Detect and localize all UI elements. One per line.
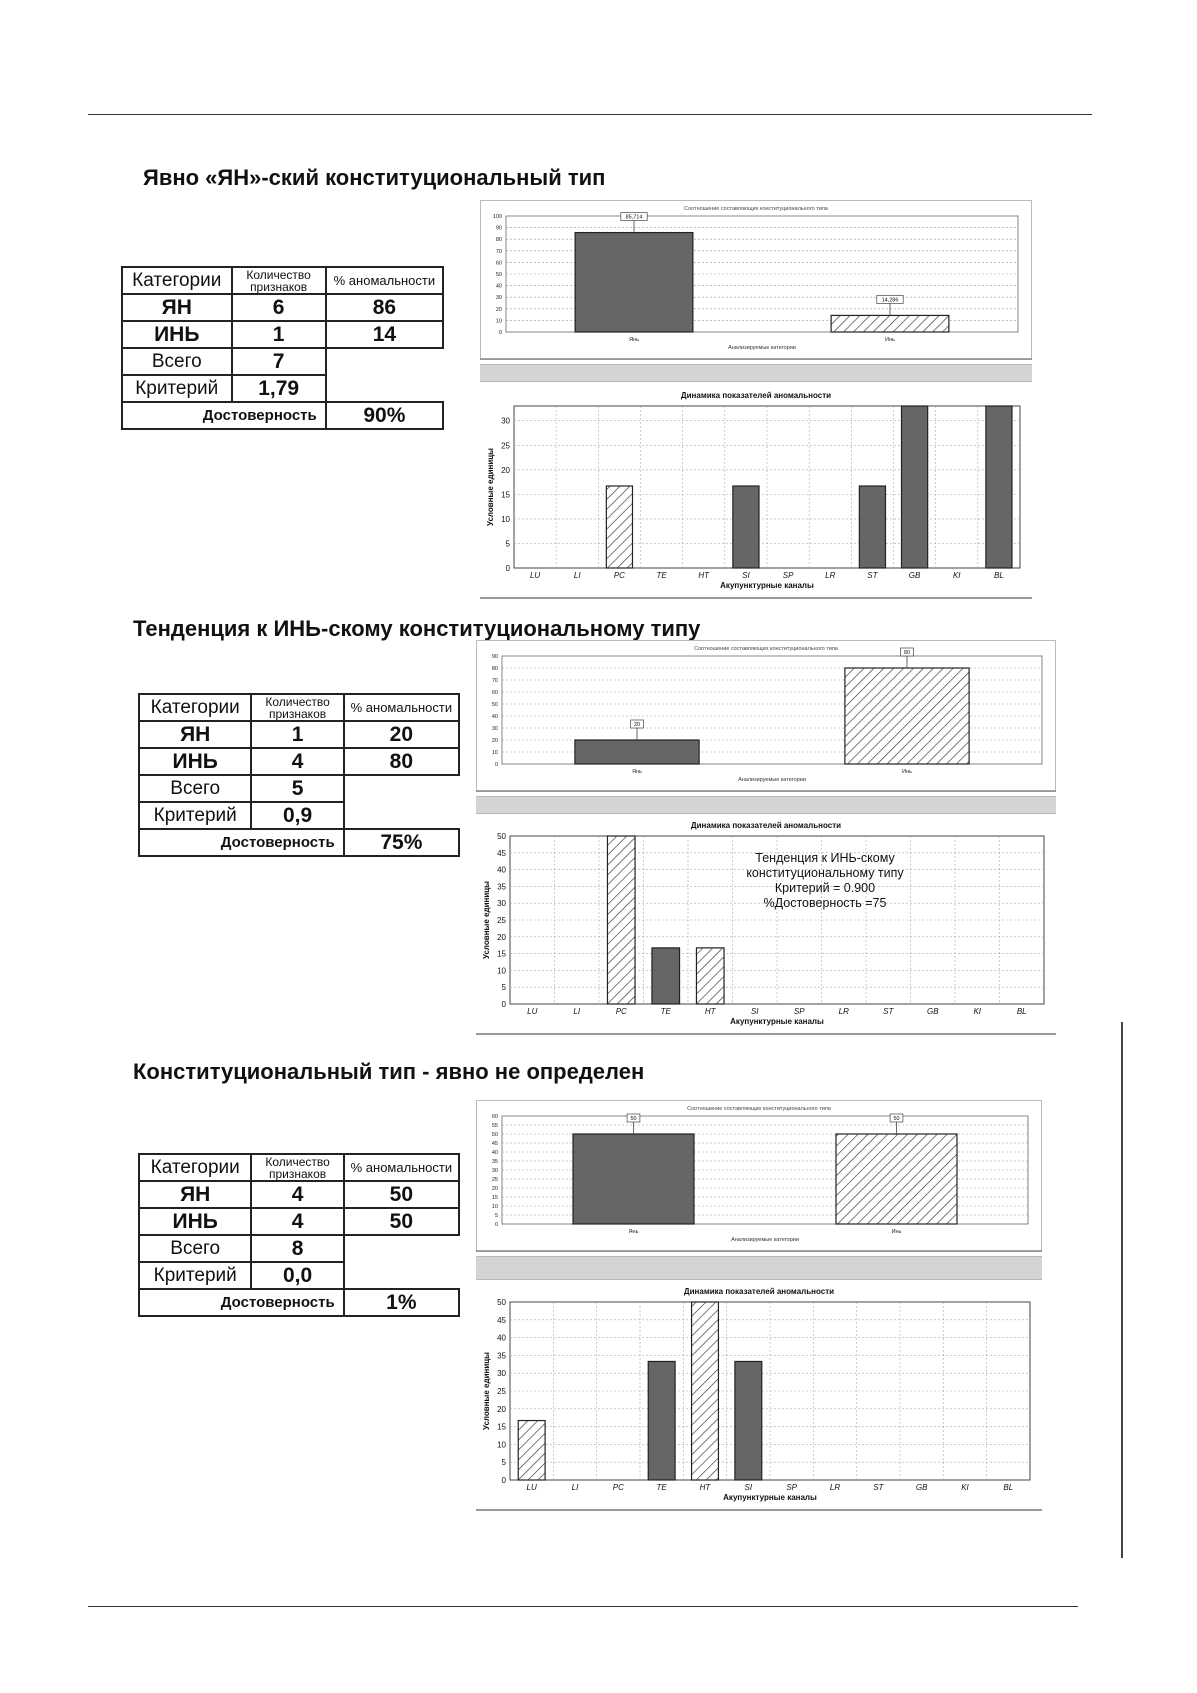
x-tick-label: KI [961,1483,969,1492]
bar-Янь [575,233,693,332]
x-tick-label: HT [698,571,710,580]
row-yan-label: ЯН [139,721,251,748]
y-tick-label: 25 [497,916,506,925]
section-1-ratio-chart [480,200,1032,360]
x-tick-label: TE [660,1007,671,1016]
reliability-label: Достоверность [139,1289,344,1316]
col-category-header: Категории [139,1154,251,1181]
x-tick-label: PC [613,571,625,580]
y-tick-label: 60 [495,260,502,267]
reliability-label: Достоверность [122,402,326,429]
bar-Инь [845,668,969,764]
col-count-header: Количество признаков [232,267,326,294]
top-rule [88,114,1092,115]
y-tick-label: 50 [495,272,502,278]
value-label: 14,286 [881,297,899,304]
col-percent-header: % аномальности [344,694,459,721]
bar-PC [607,836,635,1004]
row-yan-percent: 86 [326,294,443,321]
x-tick-label: LR [829,1483,841,1492]
y-tick-label: 40 [491,714,498,720]
bar-BL [986,406,1012,568]
y-tick-label: 0 [501,1476,506,1485]
y-tick-label: 20 [501,465,510,475]
x-tick-label: SP [793,1007,805,1016]
x-tick-label: GB [915,1483,928,1492]
section-2-ratio-chart [476,640,1056,792]
bar-HT [696,948,724,1004]
y-tick-label: 10 [497,966,506,976]
x-tick-label: LU [529,571,541,580]
y-tick-label: 20 [491,738,498,744]
row-yin-percent: 50 [344,1208,459,1235]
y-tick-label: 10 [495,318,502,325]
section-3-ratio-chart [476,1100,1042,1252]
y-tick-label: 30 [501,416,510,426]
x-tick-label: TE [656,1483,667,1492]
value-label: 20 [633,722,641,728]
x-tick-label: SI [744,1483,753,1492]
total-value: 5 [251,775,343,802]
bar-PC [606,486,632,568]
col-percent-header: % аномальности [326,267,443,294]
y-tick-label: 15 [501,490,510,500]
row-yan-percent: 50 [344,1181,459,1208]
total-value: 7 [232,348,326,375]
x-tick-label: LU [527,1007,538,1016]
bar-Инь [836,1134,957,1224]
y-tick-label: 5 [501,983,506,993]
y-axis-label: Условные единицы [482,881,491,959]
y-tick-label: 30 [497,899,506,909]
y-tick-label: 5 [501,1458,506,1468]
total-label: Всего [139,1235,251,1262]
y-tick-label: 30 [497,1369,506,1379]
criterion-label: Критерий [139,1262,251,1289]
section-2-heading: Тенденция к ИНЬ-скому конституциональному типу [133,616,701,641]
x-tick-label: LI [573,571,581,580]
total-label: Всего [139,775,251,802]
criterion-label: Критерий [139,802,251,829]
y-tick-label: 5 [494,1213,498,1219]
section-3-separator [476,1256,1042,1280]
x-tick-label: LR [825,571,836,580]
y-tick-label: 80 [495,237,502,244]
y-tick-label: 35 [497,882,506,892]
col-category-header: Категории [139,694,251,721]
criterion-value: 0,0 [251,1262,343,1289]
x-tick-label: SP [782,571,794,580]
bar-Инь [831,315,949,332]
x-tick-label: HT [699,1483,711,1492]
y-tick-label: 60 [491,690,498,696]
y-tick-label: 50 [497,832,506,841]
y-tick-label: 25 [497,1387,506,1396]
x-tick-label: SI [750,1007,759,1016]
x-tick-label: Инь [885,337,895,343]
chart-title: Соотношение составляющих конституционального типа [687,1106,831,1112]
x-tick-label: PC [612,1483,624,1492]
reliability-value: 90% [326,402,443,429]
y-tick-label: 45 [497,1315,506,1325]
col-count-header: Количество признаков [251,694,343,721]
y-tick-label: 15 [497,949,506,959]
x-tick-label: BL [994,571,1004,580]
x-tick-label: GB [926,1007,939,1016]
y-tick-label: 0 [498,330,502,336]
criterion-value: 0,9 [251,802,343,829]
y-tick-label: 20 [495,306,502,313]
total-label: Всего [122,348,232,375]
y-tick-label: 50 [491,1132,498,1138]
row-yan-count: 1 [251,721,343,748]
y-tick-label: 25 [491,1177,498,1183]
y-tick-label: 15 [497,1422,506,1432]
bar-SI [735,1361,762,1480]
y-tick-label: 55 [491,1123,498,1129]
criterion-value: 1,79 [232,375,326,402]
y-tick-label: 25 [501,441,510,451]
x-tick-label: Янь [629,337,639,343]
x-axis-label: Анализируемые категории [728,345,796,351]
row-yin-count: 4 [251,748,343,775]
y-tick-label: 45 [497,848,506,858]
col-category-header: Категории [122,267,232,294]
x-axis-label: Анализируемые категории [738,777,806,783]
section-2-separator [476,796,1056,814]
x-tick-label: Инь [891,1229,902,1235]
x-axis-label: Акупунктурные каналы [720,581,814,590]
section-3-heading: Конституциональный тип - явно не определен [133,1059,645,1084]
y-tick-label: 10 [501,514,510,524]
y-tick-label: 0 [501,1000,506,1009]
row-yin-label: ИНЬ [139,748,251,775]
bar-TE [648,1361,675,1480]
y-tick-label: 10 [491,1204,498,1210]
y-tick-label: 0 [494,762,498,768]
row-yin-label: ИНЬ [122,321,232,348]
x-axis-label: Анализируемые категории [731,1237,799,1243]
section-1-separator [480,364,1032,382]
y-tick-label: 20 [497,932,506,942]
y-tick-label: 40 [491,1150,498,1156]
row-yan-count: 6 [232,294,326,321]
x-tick-label: ST [883,1007,894,1016]
chart-title: Динамика показателей аномальности [683,1287,835,1296]
y-tick-label: 90 [495,225,502,232]
y-tick-label: 40 [497,1333,506,1343]
y-tick-label: 20 [491,1186,498,1192]
criterion-label: Критерий [122,375,232,402]
right-margin-bar [1121,1022,1123,1558]
reliability-label: Достоверность [139,829,344,856]
row-yin-percent: 14 [326,321,443,348]
row-yin-count: 1 [232,321,326,348]
section-3-dynamics-chart [476,1284,1042,1512]
y-tick-label: 5 [505,539,510,549]
row-yin-percent: 80 [344,748,459,775]
y-tick-label: 0 [505,564,510,573]
row-yan-percent: 20 [344,721,459,748]
bottom-rule [88,1606,1078,1607]
x-tick-label: BL [1003,1483,1014,1492]
y-tick-label: 50 [497,1298,506,1307]
reliability-value: 75% [344,829,459,856]
row-yan-label: ЯН [139,1181,251,1208]
bar-ST [859,486,885,568]
value-label: 85,714 [625,214,643,221]
y-tick-label: 30 [491,1168,498,1174]
y-tick-label: 50 [491,702,498,708]
bar-HT [692,1302,719,1480]
row-yan-label: ЯН [122,294,232,321]
row-yin-count: 4 [251,1208,343,1235]
bar-LU [518,1421,545,1480]
x-axis-label: Акупунктурные каналы [730,1017,824,1026]
x-tick-label: GB [908,571,921,580]
col-count-header: Количество признаков [251,1154,343,1181]
y-tick-label: 90 [491,654,498,660]
y-tick-label: 35 [497,1351,506,1361]
reliability-value: 1% [344,1289,459,1316]
value-label: 50 [630,1116,637,1122]
y-tick-label: 70 [491,678,498,684]
y-tick-label: 70 [495,248,502,255]
y-tick-label: 30 [495,295,502,302]
section-1-table [121,266,444,430]
section-2-table [138,693,460,857]
x-tick-label: HT [704,1007,716,1016]
section-2-chart-annotation: Тенденция к ИНЬ-скому конституциональному типу Критерий = 0.900 %Достоверность =75 [746,851,904,910]
y-tick-label: 15 [491,1195,498,1201]
x-tick-label: PC [615,1007,627,1016]
y-axis-label: Условные единицы [486,448,495,526]
bar-TE [652,948,680,1004]
y-tick-label: 10 [491,750,498,756]
section-1-dynamics-chart [480,388,1032,600]
chart-title: Соотношение составляющих конституционального типа [684,206,828,212]
total-value: 8 [251,1235,343,1262]
col-percent-header: % аномальности [344,1154,459,1181]
x-tick-label: LI [571,1483,579,1492]
y-tick-label: 100 [492,214,502,220]
chart-title: Динамика показателей аномальности [690,821,842,830]
chart-title: Соотношение составляющих конституционального типа [694,646,838,652]
x-tick-label: TE [656,571,667,580]
x-tick-label: BL [1016,1007,1027,1016]
row-yan-count: 4 [251,1181,343,1208]
x-axis-label: Акупунктурные каналы [723,1493,817,1502]
y-tick-label: 40 [495,283,502,290]
value-label: 50 [893,1116,900,1122]
value-label: 80 [903,650,911,656]
y-tick-label: 60 [491,1114,498,1120]
x-tick-label: KI [952,571,961,580]
y-tick-label: 80 [491,666,498,672]
section-3-table [138,1153,460,1317]
bar-Янь [573,1134,694,1224]
y-tick-label: 30 [491,726,498,732]
x-tick-label: Янь [632,769,642,775]
x-tick-label: SI [742,571,750,580]
y-tick-label: 45 [491,1141,498,1147]
y-tick-label: 40 [497,865,506,875]
y-tick-label: 10 [497,1440,506,1450]
x-tick-label: ST [873,1483,884,1492]
bar-GB [902,406,928,568]
x-tick-label: Инь [902,769,912,775]
x-tick-label: LR [838,1007,849,1016]
y-axis-label: Условные единицы [482,1352,491,1430]
x-tick-label: LI [573,1007,581,1016]
x-tick-label: KI [973,1007,982,1016]
x-tick-label: SP [786,1483,798,1492]
bar-Янь [575,740,699,764]
x-tick-label: LU [526,1483,537,1492]
row-yin-label: ИНЬ [139,1208,251,1235]
x-tick-label: ST [867,571,878,580]
y-tick-label: 35 [491,1159,498,1165]
section-1-heading: Явно «ЯН»-ский конституциональный тип [143,165,606,190]
y-tick-label: 0 [494,1222,498,1228]
bar-SI [733,486,759,568]
x-tick-label: Янь [628,1229,639,1235]
y-tick-label: 20 [497,1404,506,1414]
chart-title: Динамика показателей аномальности [680,391,832,400]
